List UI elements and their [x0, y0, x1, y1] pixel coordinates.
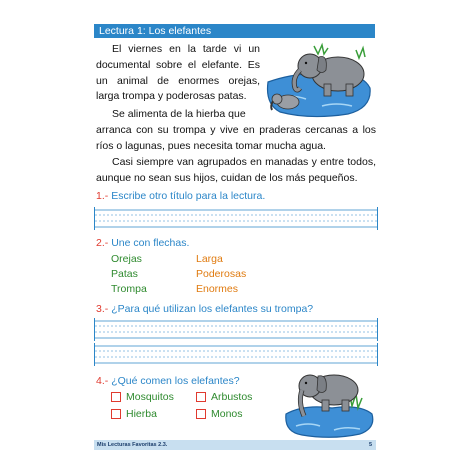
option-monos[interactable]	[196, 408, 243, 420]
footer-page-number: 5	[368, 442, 372, 448]
option-monos-label: Monos	[211, 408, 243, 420]
match-right-larga: Larga	[196, 253, 223, 265]
elephant-illustration-1	[262, 42, 376, 118]
reading-title: Lectura 1: Los elefantes	[99, 25, 212, 37]
paragraph-1: El viernes en la tarde vi un documental sobre el elefante. Es un animal de enormes orejas, larga trompa y poderosas patas.	[96, 43, 260, 103]
checkbox-monos[interactable]	[196, 409, 206, 419]
elephant-illustration-2	[282, 366, 378, 438]
match-left-orejas: Orejas	[111, 253, 142, 265]
answer-lines-3b[interactable]	[94, 343, 378, 366]
checkbox-mosquitos[interactable]	[111, 392, 121, 402]
option-arbustos[interactable]	[196, 391, 252, 403]
question-2-text: Une con flechas.	[111, 237, 190, 249]
match-left-patas: Patas	[111, 268, 138, 280]
checkbox-hierba[interactable]	[111, 409, 121, 419]
question-1-text: Escribe otro título para la lectura.	[111, 190, 266, 202]
option-hierba[interactable]	[111, 408, 157, 420]
question-4	[96, 375, 240, 387]
question-2-number: 2.-	[96, 237, 109, 249]
reading-title-bar	[94, 24, 375, 38]
question-3	[96, 303, 313, 315]
question-3-number: 3.-	[96, 303, 109, 315]
question-1	[96, 190, 265, 202]
question-4-text: ¿Qué comen los elefantes?	[111, 375, 240, 387]
match-left-trompa: Trompa	[111, 283, 147, 295]
answer-lines-1[interactable]	[94, 207, 378, 230]
question-3-text: ¿Para qué utilizan los elefantes su trompa?	[111, 303, 314, 315]
option-arbustos-label: Arbustos	[211, 391, 253, 403]
paragraph-2-rest: arranca con su trompa y vive en praderas cercanas a los ríos o lagunas, pues necesita tomar mucha agua.	[96, 124, 376, 152]
question-1-number: 1.-	[96, 190, 109, 202]
question-2	[96, 237, 189, 249]
match-right-poderosas: Poderosas	[196, 268, 247, 280]
footer-book-title: Mis Lecturas Favoritas 2.3.	[97, 442, 168, 448]
answer-lines-3a[interactable]	[94, 318, 378, 341]
footer-bar	[94, 440, 376, 450]
paragraph-3: Casi siempre van agrupados en manadas y entre todos, aunque no sean sus hijos, cuidan de los más pequeños.	[96, 156, 376, 184]
option-hierba-label: Hierba	[126, 408, 157, 420]
question-4-number: 4.-	[96, 375, 109, 387]
option-mosquitos[interactable]	[111, 391, 174, 403]
checkbox-arbustos[interactable]	[196, 392, 206, 402]
match-right-enormes: Enormes	[196, 283, 239, 295]
option-mosquitos-label: Mosquitos	[126, 391, 174, 403]
paragraph-2-start: Se alimenta de la hierba que	[112, 108, 246, 120]
